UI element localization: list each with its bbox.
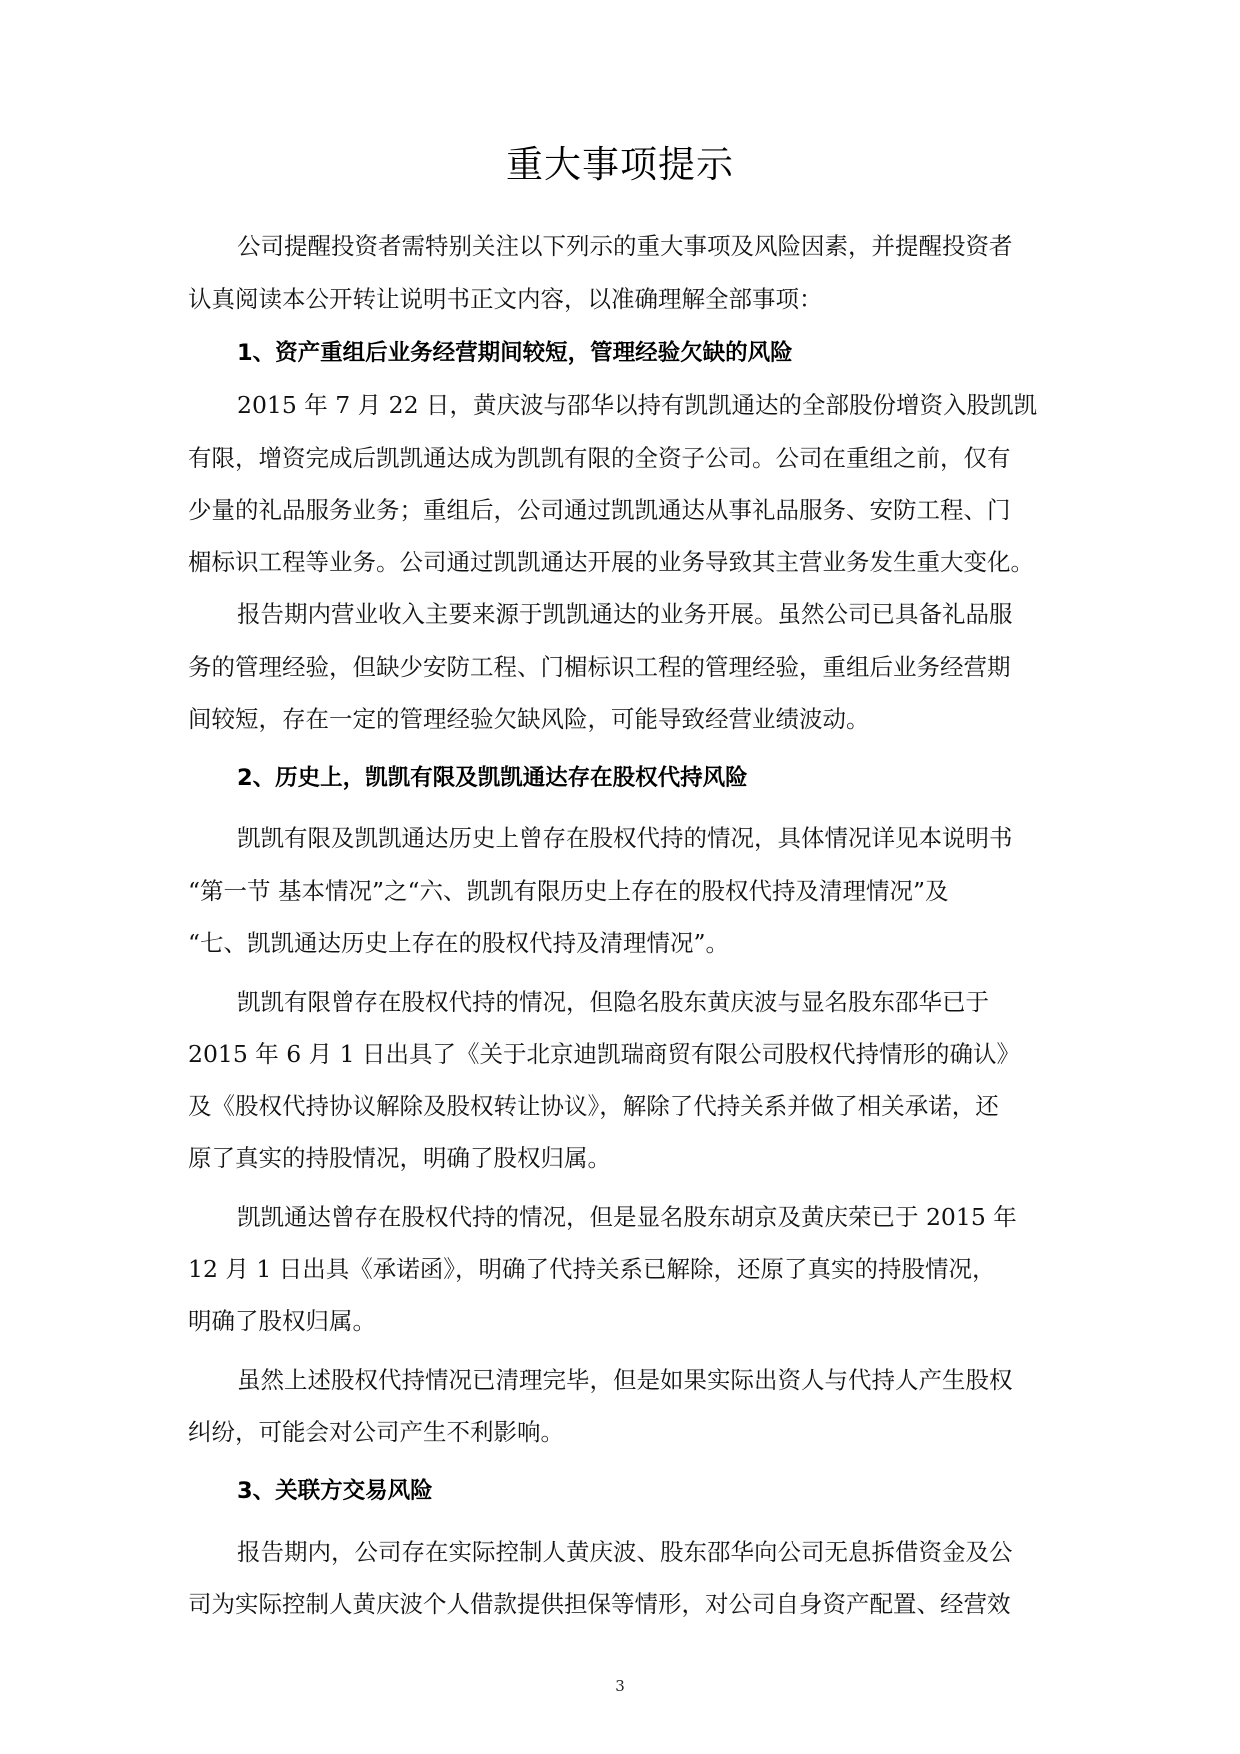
paragraph-line: 2015 年 7 月 22 日，黄庆波与邵华以持有凯凯通达的全部股份增资入股凯凯 (237, 391, 1038, 419)
paragraph-line: 纠纷，可能会对公司产生不利影响。 (188, 1418, 564, 1446)
paragraph-line: 凯凯有限曾存在股权代持的情况，但隐名股东黄庆波与显名股东邵华已于 (237, 988, 989, 1016)
page-title: 重大事项提示 (506, 143, 734, 186)
paragraph-line: 报告期内，公司存在实际控制人黄庆波、股东邵华向公司无息拆借资金及公 (237, 1538, 1013, 1566)
section-heading: 3、关联方交易风险 (237, 1478, 433, 1504)
page-number: 3 (615, 1677, 625, 1695)
paragraph-line: 2015 年 6 月 1 日出具了《关于北京迪凯瑞商贸有限公司股权代持情形的确认》 (188, 1040, 1021, 1068)
section-heading: 1、资产重组后业务经营期间较短，管理经验欠缺的风险 (237, 340, 793, 366)
paragraph-line: 报告期内营业收入主要来源于凯凯通达的业务开展。虽然公司已具备礼品服 (237, 600, 1013, 628)
paragraph-line: 楣标识工程等业务。公司通过凯凯通达开展的业务导致其主营业务发生重大变化。 (188, 548, 1034, 576)
paragraph-line: 原了真实的持股情况，明确了股权归属。 (188, 1144, 611, 1172)
paragraph-line: 司为实际控制人黄庆波个人借款提供担保等情形，对公司自身资产配置、经营效 (188, 1590, 1011, 1618)
paragraph-line: 虽然上述股权代持情况已清理完毕，但是如果实际出资人与代持人产生股权 (237, 1366, 1013, 1394)
section-heading: 2、历史上，凯凯有限及凯凯通达存在股权代持风险 (237, 765, 748, 791)
paragraph-line: 及《股权代持协议解除及股权转让协议》，解除了代持关系并做了相关承诺，还 (188, 1092, 999, 1120)
paragraph-line: “第一节 基本情况”之“六、凯凯有限历史上存在的股权代持及清理情况”及 (188, 877, 949, 905)
paragraph-line: 12 月 1 日出具《承诺函》，明确了代持关系已解除，还原了真实的持股情况， (188, 1255, 996, 1283)
paragraph-line: 少量的礼品服务业务；重组后，公司通过凯凯通达从事礼品服务、安防工程、门 (188, 496, 1011, 524)
paragraph-line: 务的管理经验，但缺少安防工程、门楣标识工程的管理经验，重组后业务经营期 (188, 653, 1011, 681)
paragraph-line: 有限，增资完成后凯凯通达成为凯凯有限的全资子公司。公司在重组之前，仅有 (188, 444, 1011, 472)
intro-line: 公司提醒投资者需特别关注以下列示的重大事项及风险因素，并提醒投资者 (237, 232, 1013, 260)
paragraph-line: 明确了股权归属。 (188, 1307, 376, 1335)
paragraph-line: 凯凯通达曾存在股权代持的情况，但是显名股东胡京及黄庆荣已于 2015 年 (237, 1203, 1017, 1231)
paragraph-line: 间较短，存在一定的管理经验欠缺风险，可能导致经营业绩波动。 (188, 705, 870, 733)
paragraph-line: 凯凯有限及凯凯通达历史上曾存在股权代持的情况，具体情况详见本说明书 (237, 824, 1013, 852)
paragraph-line: “七、凯凯通达历史上存在的股权代持及清理情况”。 (188, 929, 730, 957)
intro-line: 认真阅读本公开转让说明书正文内容，以准确理解全部事项： (188, 285, 823, 313)
